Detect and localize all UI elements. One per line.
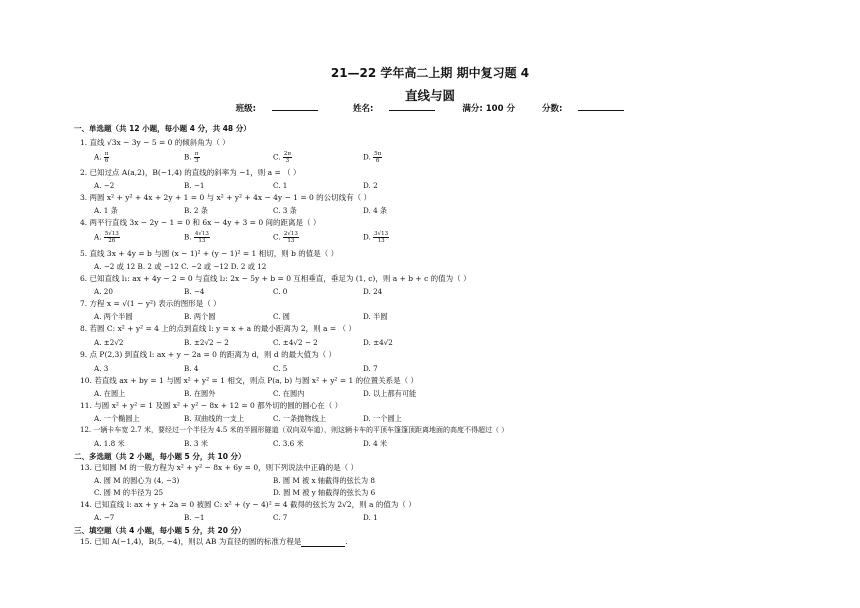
option-a: A. 一个椭圆上 <box>94 414 140 423</box>
question-5: 5. 直线 3x + 4y = b 与圆 (x − 1)² + (y − 1)² = 1 相切，则 b 的值是（ ） <box>80 249 339 258</box>
option-b: B. 2 条 <box>184 206 208 215</box>
option-c: C. 圆 <box>273 312 290 321</box>
question-1: 1. 直线 √3x − 3y − 5 = 0 的倾斜角为（ ） <box>80 138 230 147</box>
option-a: A. 20 <box>94 287 113 296</box>
option-a: A. 1.8 米 <box>94 439 125 448</box>
exam-title: 21—22 学年高二上期 期中复习题 4 <box>330 66 530 80</box>
section-multi-choice: 二、多选题（共 2 小题，每小题 5 分，共 10 分） <box>74 452 246 461</box>
option-b: B. 3 米 <box>184 439 208 448</box>
exam-subtitle: 直线与圆 <box>404 88 455 103</box>
option-c: C. 圆 M 的半径为 25 <box>94 488 164 497</box>
option-b: B. 在圆外 <box>184 389 216 398</box>
score-blank <box>578 102 624 111</box>
option-a: A. ±2√2 <box>94 338 124 347</box>
option-b: B. −1 <box>184 181 205 190</box>
question-15: 15. 已知 A(−1,4)，B(5, −4)，则以 AB 为直径的圆的标准方程是 . <box>80 537 348 546</box>
class-blank <box>272 102 318 111</box>
class-label: 班级: <box>235 104 257 114</box>
option-a: A. $\frac{5√13}{26}$ <box>94 231 119 244</box>
option-d: D. $\frac{5\pi}{6}$ <box>363 151 382 164</box>
question-10: 10. 若直线 ax + by = 1 与圆 x² + y² = 1 相交，则点 P(a, b) 与圆 x² + y² = 1 的位置关系是（ ） <box>80 376 419 385</box>
option-a: A. 1 条 <box>94 206 118 215</box>
question-6: 6. 已知直线 l₁: ax + 4y − 2 = 0 与直线 l₂: 2x − 5y + b = 0 互相垂直，垂足为 (1, c)，则 a + b + c 的值为（ ） <box>80 274 471 283</box>
question-8: 8. 若圆 C: x² + y² = 4 上的点到直线 l: y = x + a 的最小距离为 2，则 a = （ ） <box>80 324 356 333</box>
question-11: 11. 与圆 x² + y² = 1 及圆 x² + y² − 8x + 12 = 0 都外切的圆的圆心在（ ） <box>80 401 343 410</box>
option-b: B. 圆 M 被 x 轴截得的弦长为 8 <box>273 476 375 485</box>
question-9: 9. 点 P(2,3) 到直线 l: ax + y − 2a = 0 的距离为 d，则 d 的最大值为（ ） <box>80 350 336 359</box>
option-d: D. 半圆 <box>363 312 388 321</box>
option-c: C. 一条抛物线上 <box>273 414 326 423</box>
option-d: D. 4 条 <box>363 206 388 215</box>
option-c: C. 0 <box>273 287 288 296</box>
option-a: A. −7 <box>94 513 115 522</box>
option-c: C. 在圆内 <box>273 389 305 398</box>
option-d: D. $\frac{3√13}{13}$ <box>363 231 389 244</box>
section-single-choice: 一、单选题（共 12 小题，每小题 4 分，共 48 分） <box>74 124 251 133</box>
question-3: 3. 两圆 x² + y² + 4x + 2y + 1 = 0 与 x² + y² + 4x − 4y − 1 = 0 的公切线有（ ） <box>80 193 372 202</box>
option-d: D. 圆 M 被 y 轴截得的弦长为 6 <box>273 488 376 497</box>
question-14: 14. 已知直线 l: ax + y + 2a = 0 被圆 C: x² + (y − 4)² = 4 截得的弦长为 2√2，则 a 的值为（ ） <box>80 500 416 509</box>
option-c: C. $\frac{2√13}{13}$ <box>273 231 298 244</box>
option-c: C. 7 <box>273 513 288 522</box>
option-d: D. 以上都有可能 <box>363 389 417 398</box>
option-d: D. 4 米 <box>363 439 388 448</box>
option-b: B. −4 <box>184 287 205 296</box>
name-label: 姓名: <box>353 104 374 114</box>
option-b: B. 4 <box>184 364 199 373</box>
option-a: A. 3 <box>94 364 109 373</box>
option-b: B. ±2√2 − 2 <box>184 338 229 347</box>
option-d: D. 1 <box>363 513 378 522</box>
option-b: B. 两个圆 <box>184 312 216 321</box>
section-fill-blank: 三、填空题（共 4 小题，每小题 5 分，共 20 分） <box>74 526 246 535</box>
question-2: 2. 已知过点 A(a,2)，B(−1,4) 的直线的斜率为 −1，则 a = （ ） <box>80 168 301 177</box>
name-blank <box>389 102 435 111</box>
option-c: C. 1 <box>273 181 288 190</box>
option-c: C. 3.6 米 <box>273 439 304 448</box>
option-c: C. 5 <box>273 364 288 373</box>
option-d: D. 7 <box>363 364 378 373</box>
question-12: 12. 一辆卡车宽 2.7 米，要经过一个半径为 4.5 米的半圆形隧道（双向双车道），则这辆卡车的平顶车篷篷顶距离地面的高度不得超过（ ） <box>80 426 509 434</box>
full-score: 满分: 100 分 <box>462 104 515 114</box>
option-a: A. $\frac{\pi}{6}$ <box>94 151 109 164</box>
option-b: B. 双曲线的一支上 <box>184 414 245 423</box>
option-a: A. 圆 M 的圆心为 (4, −3) <box>94 476 180 485</box>
option-a: A. 在圆上 <box>94 389 126 398</box>
option-d: D. 2 <box>363 181 378 190</box>
question-13: 13. 已知圆 M 的一般方程为 x² + y² − 8x + 6y = 0，则下列说法中正确的是（ ） <box>80 463 358 472</box>
option-b: B. $\frac{4√13}{13}$ <box>184 231 209 244</box>
option-d: D. ±4√2 <box>363 338 393 347</box>
option-d: D. 一个圆上 <box>363 414 402 423</box>
option-c: C. 3 条 <box>273 206 297 215</box>
options-row: A. −2 或 12 B. 2 或 −12 C. −2 或 −12 D. 2 或 12 <box>94 262 267 271</box>
option-a: A. 两个半圆 <box>94 312 133 321</box>
option-a: A. −2 <box>94 181 115 190</box>
question-4: 4. 两平行直线 3x − 2y − 1 = 0 和 6x − 4y + 3 = 0 间的距离是（ ） <box>80 218 321 227</box>
option-b: B. $\frac{\pi}{3}$ <box>184 151 199 164</box>
answer-blank[interactable] <box>301 537 345 547</box>
student-info-line <box>0 102 860 114</box>
option-b: B. −1 <box>184 513 205 522</box>
question-7: 7. 方程 x = √(1 − y²) 表示的图形是（ ） <box>80 299 221 308</box>
option-c: C. ±4√2 − 2 <box>273 338 318 347</box>
option-c: C. $\frac{2\pi}{3}$ <box>273 151 291 164</box>
option-d: D. 24 <box>363 287 383 296</box>
score-label: 分数: <box>541 104 563 114</box>
